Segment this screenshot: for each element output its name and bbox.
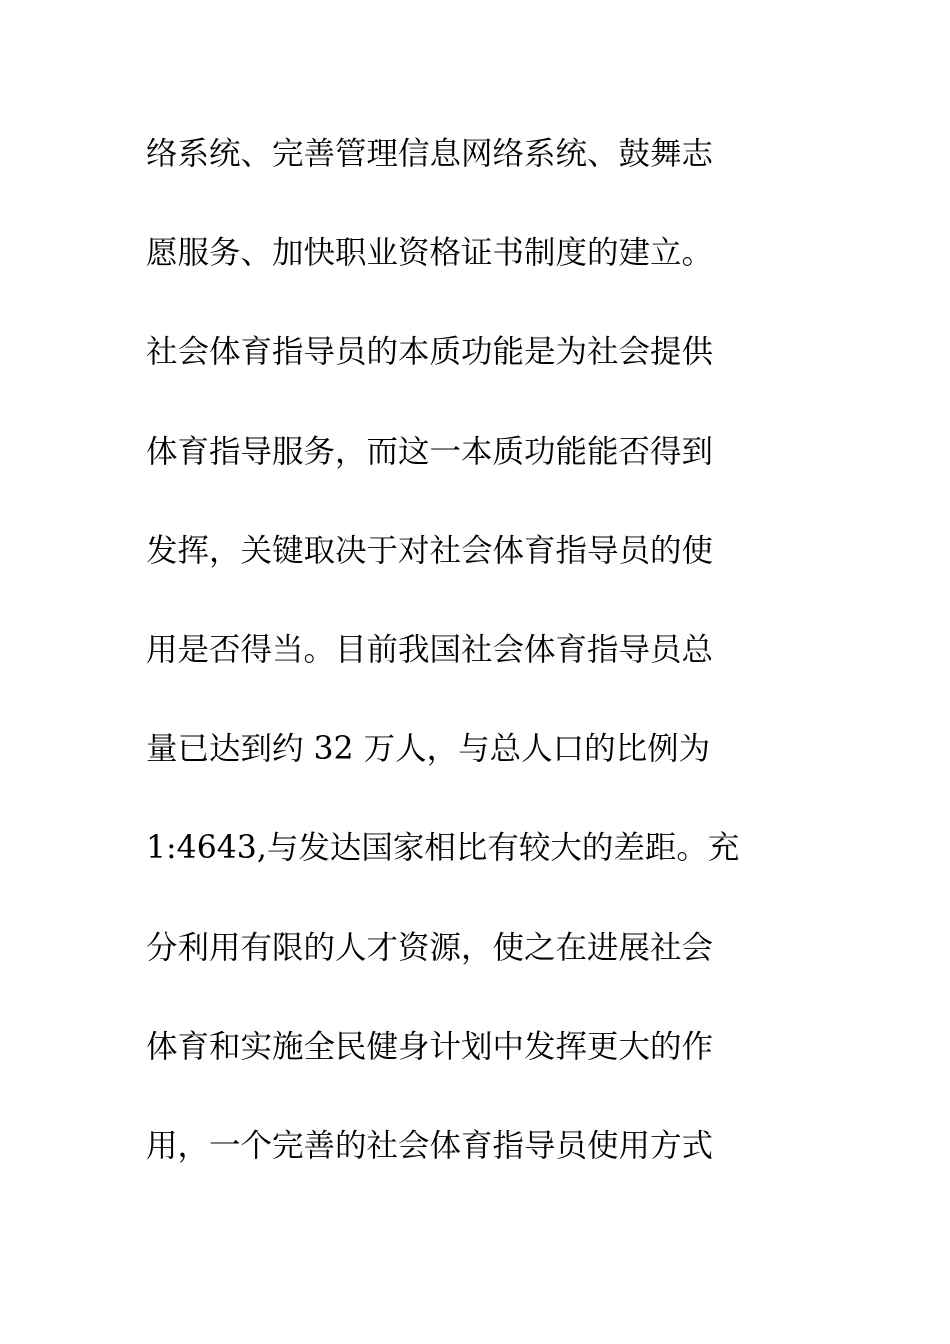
text-line: 用是否得当。目前我国社会体育指导员总: [146, 631, 714, 668]
text-line: 分利用有限的人才资源，使之在进展社会: [146, 929, 714, 966]
text-line: 愿服务、加快职业资格证书制度的建立。: [146, 235, 714, 272]
text-line: 体育和实施全民健身计划中发挥更大的作: [146, 1028, 714, 1065]
text-line: 1:4643,与发达国家相比有较大的差距。充: [146, 830, 740, 867]
text-line: 用，一个完善的社会体育指导员使用方式: [146, 1127, 714, 1164]
text-line: 社会体育指导员的本质功能是为社会提供: [146, 334, 714, 371]
text-line: 量已达到约 32 万人，与总人口的比例为: [146, 731, 711, 768]
text-line: 络系统、完善管理信息网络系统、鼓舞志: [146, 136, 714, 172]
body-text: [146, 128, 826, 1219]
text-line: 体育指导服务，而这一本质功能能否得到: [146, 433, 714, 470]
text-line: 发挥，关键取决于对社会体育指导员的使: [146, 532, 714, 569]
